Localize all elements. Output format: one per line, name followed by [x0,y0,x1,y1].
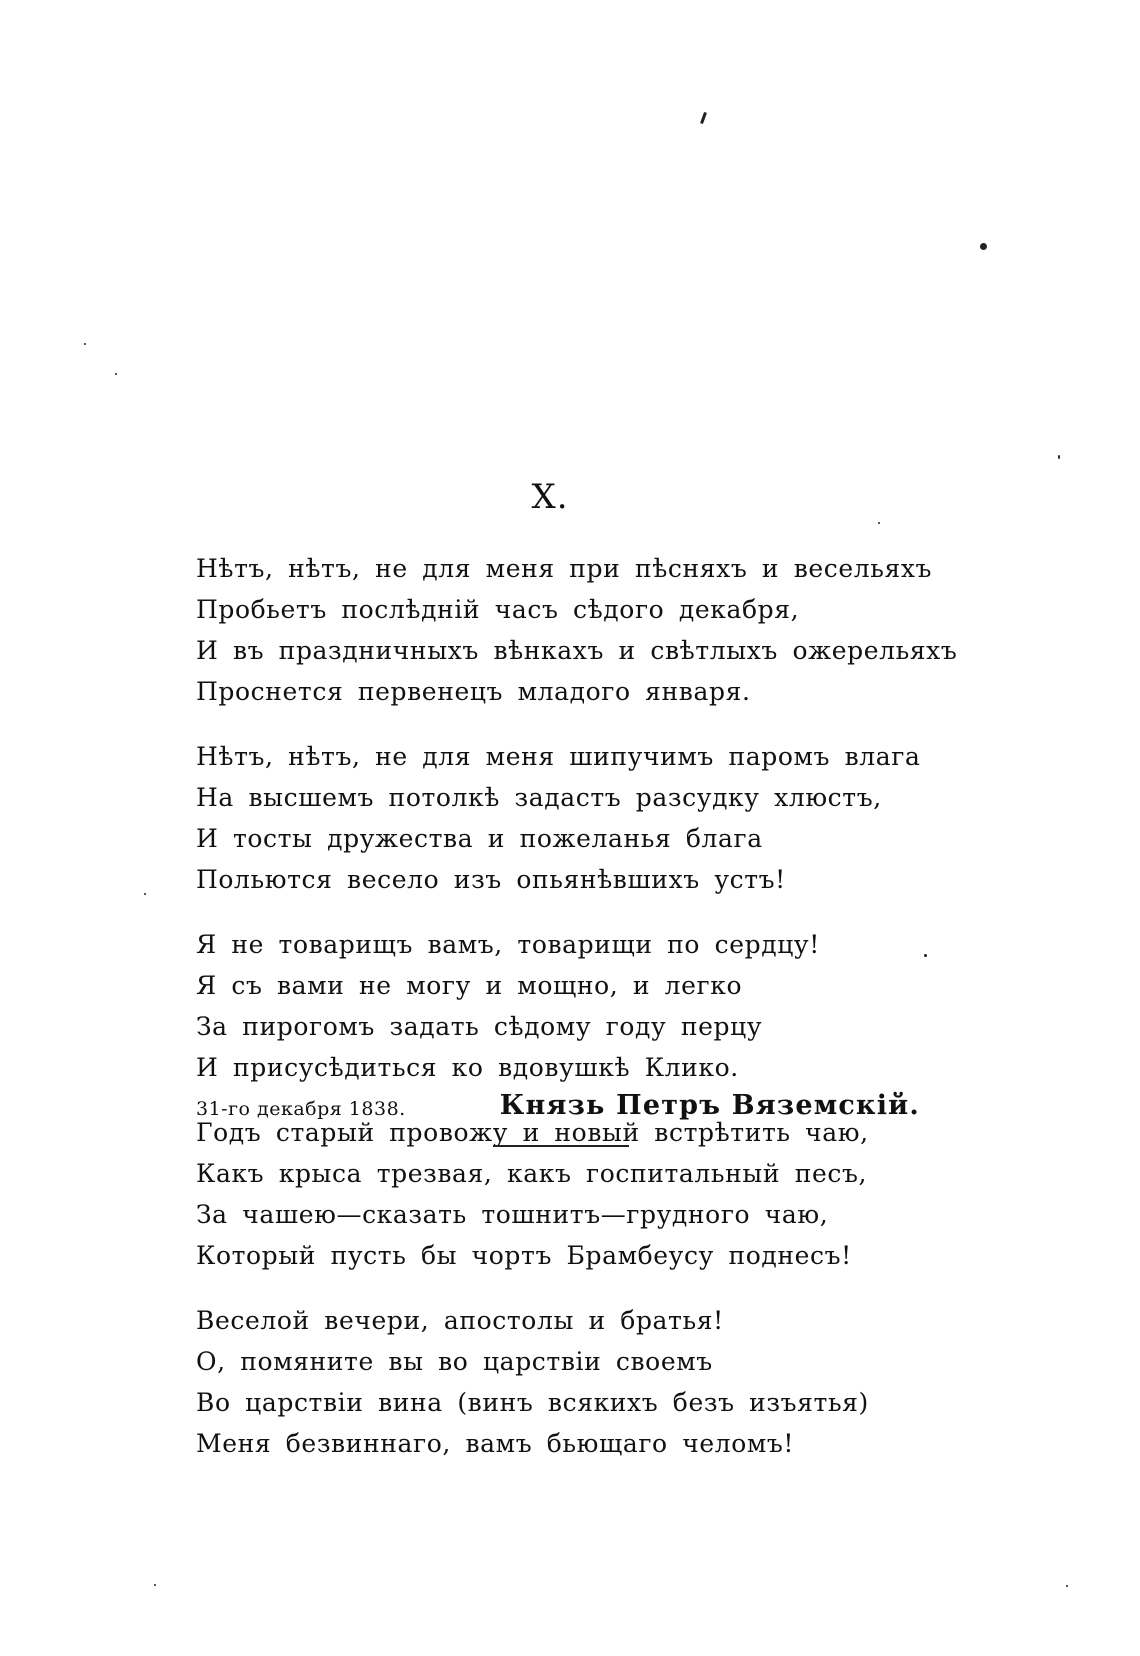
poem-line: Веселой вечери, апостолы и братья! [196,1306,724,1335]
poem-line: Который пусть бы чортъ Брамбеусу поднесъ! [196,1241,852,1270]
date-line: 31-го декабря 1838. [196,1098,406,1120]
poem-line: За пирогомъ задать сѣдому году перцу [196,1012,763,1041]
poem-line: И тосты дружества и пожеланья блага [196,824,763,853]
section-number: X. [531,477,569,517]
poem-line: Годъ старый провожу и новый встрѣтить чаю, [196,1118,869,1147]
poem-line: Я не товарищъ вамъ, товарищи по сердцу! [196,930,820,959]
poem-line: На высшемъ потолкѣ задастъ разсудку хлюстъ, [196,783,882,812]
poem-line: И въ праздничныхъ вѣнкахъ и свѣтлыхъ ожерельяхъ [196,636,958,665]
poem-line: Нѣтъ, нѣтъ, не для меня шипучимъ паромъ влага [196,742,921,771]
stanza [196,736,956,900]
scan-speck [700,112,707,124]
poem-line: Проснется первенецъ младого января. [196,677,751,706]
poem-line: О, помяните вы во царствiи своемъ [196,1347,713,1376]
poem-line: Меня безвиннаго, вамъ бьющаго челомъ! [196,1429,795,1458]
poem-line: Во царствiи вина (винъ всякихъ безъ изъятья) [196,1388,869,1417]
stanza [196,548,956,712]
poem-line: Пробьетъ послѣднiй часъ сѣдого декабря, [196,595,800,624]
poem-body [196,548,956,1488]
poem-line: Польются весело изъ опьянѣвшихъ устъ! [196,865,786,894]
author-signature: Князь Петръ Вяземскiй. [499,1090,920,1121]
scan-speck [115,373,117,375]
scan-speck [1066,1585,1068,1587]
scan-speck [154,1584,156,1586]
poem-line: Я съ вами не могу и мощно, и легко [196,971,743,1000]
poem-footer [196,1086,936,1136]
scan-speck [878,522,880,524]
stanza [196,1300,956,1464]
stanza [196,924,956,1088]
scan-speck [1058,455,1060,459]
closing-rule [493,1145,629,1147]
poem-line: Нѣтъ, нѣтъ, не для меня при пѣсняхъ и весельяхъ [196,554,933,583]
poem-line: И присусѣдиться ко вдовушкѣ Клико. [196,1053,739,1082]
poem-line: За чашею—сказать тошнитъ—грудного чаю, [196,1200,829,1229]
stanza [196,1112,956,1276]
scan-speck [84,343,86,345]
scan-speck [980,243,987,250]
scan-speck [144,893,146,895]
poem-line: Какъ крыса трезвая, какъ госпитальный песъ, [196,1159,868,1188]
